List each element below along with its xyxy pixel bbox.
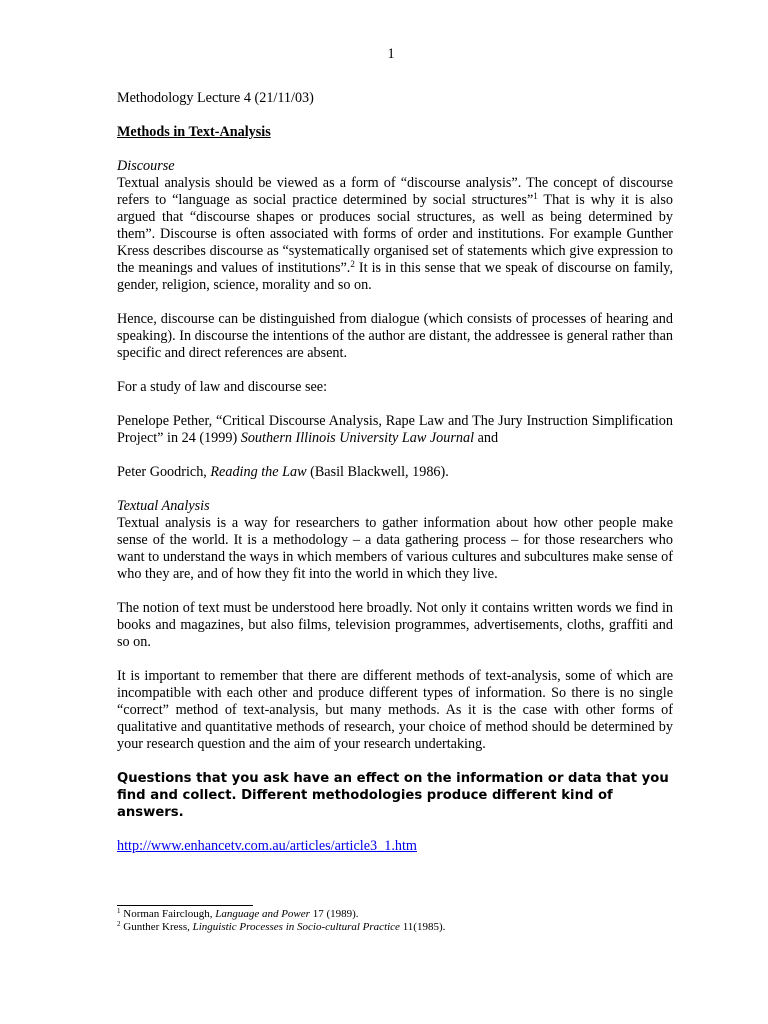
textual-analysis-subheading: Textual Analysis [117,498,210,514]
bold-statement: Questions that you ask have an effect on the information or data that you find and collect. Different methodologies produce different kind of answers. [117,771,669,820]
page-body [117,90,673,855]
document-heading: Methods in Text-Analysis [117,124,271,140]
discourse-subheading: Discourse [117,158,175,174]
book-title: Reading the Law [210,464,307,480]
external-link[interactable]: http://www.enhancetv.com.au/articles/article3_1.htm [117,838,417,854]
textual-paragraph-1: Textual analysis is a way for researchers to gather information about how other people make sense of the world. It is a methodology – a data gathering process – for those researchers who want to understand the ways in which members of various cultures and subcultures make sense of who they are, and of how they fit into the world in which they live. [117,515,673,582]
footnote-1: $^1$ Norman Fairclough, Language and Power 17 (1989). [117,907,359,920]
footnote-ref-1: 1 [533,191,538,201]
discourse-paragraph-3: For a study of law and discourse see: [117,379,328,395]
textual-paragraph-2: The notion of text must be understood here broadly. Not only it contains written words we find in books and magazines, but also films, television programmes, advertisements, cloths, graffiti and so on. [117,600,673,650]
lecture-title: Methodology Lecture 4 (21/11/03) [117,90,314,106]
footnotes [117,908,673,934]
discourse-paragraph-1: Textual analysis should be viewed as a form of “discourse analysis”. The concept of discourse refers to “language as social practice determined by social structures”$^1$ That is why it is also argued that “discourse shapes or produces social structures, as well as being determined by them”. Discourse is often associated with forms of order and institutions. For example Gunther Kress describes discourse as “systematically organised set of statements which give expression to the meanings and values of institutions”.$^2$ It is in this sense that we speak of discourse on family, gender, religion, science, morality and so on. [117,175,674,293]
reference-goodrich: Peter Goodrich, Reading the Law (Basil Blackwell, 1986). [117,464,449,480]
journal-title: Southern Illinois University Law Journal [240,430,475,446]
footnote-2: $^2$ Gunther Kress, Linguistic Processes in Socio-cultural Practice 11(1985). [117,920,446,933]
page-number: 1 [387,46,395,62]
footnote-divider [117,905,253,906]
discourse-paragraph-2: Hence, discourse can be distinguished from dialogue (which consists of processes of hearing and speaking). In discourse the intentions of the author are distant, the addressee is general rather than specific and direct references are absent. [117,311,673,361]
footnote-ref-2: 2 [350,259,355,269]
textual-paragraph-3: It is important to remember that there are different methods of text-analysis, some of which are incompatible with each other and produce different types of information. So there is no single “correct” method of text-analysis, but many methods. As it is the case with other forms of qualitative and quantitative methods of research, your choice of method should be determined by your research question and the aim of your research undertaking. [117,668,673,752]
reference-pether: Penelope Pether, “Critical Discourse Analysis, Rape Law and The Jury Instruction Simplification Project” in 24 (1999) Southern Illinois University Law Journal and [117,413,673,446]
